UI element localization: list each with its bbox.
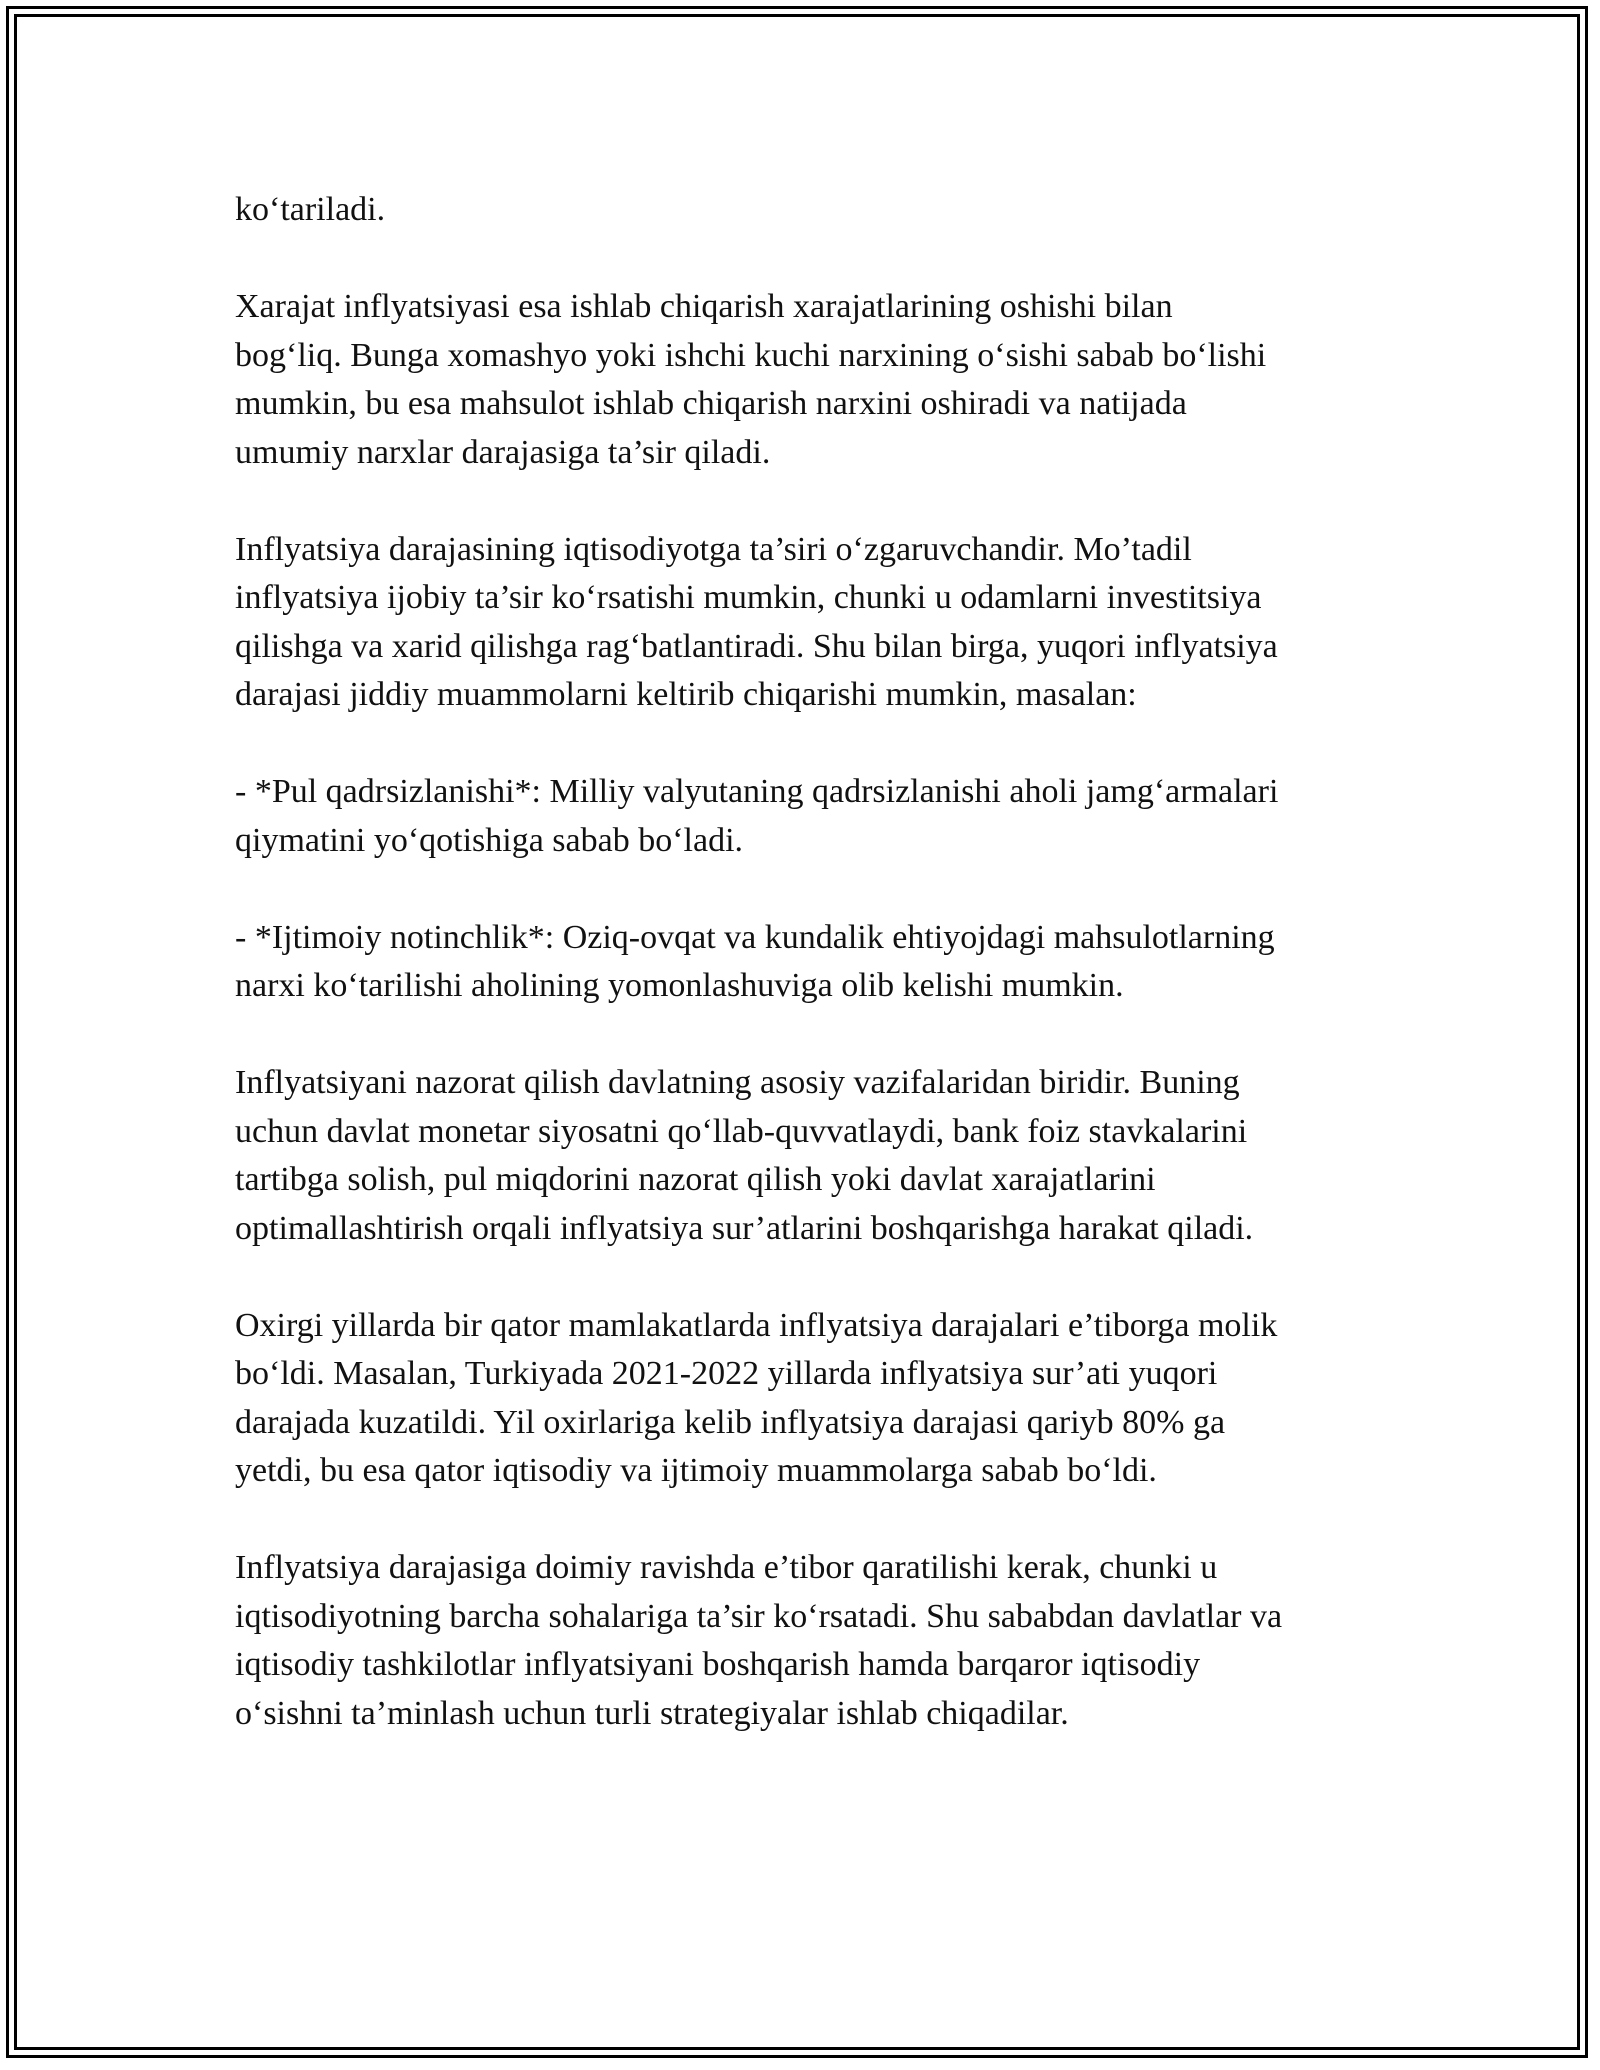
list-item-social-unrest: - *Ijtimoiy notinchlik*: Oziq-ovqat va kundalik ehtiyojdagi mahsulotlarning narxi ko‘tarilishi aholining yomonlashuviga olib kelishi mumkin.	[235, 918, 1275, 1004]
document-body	[235, 186, 1385, 1787]
paragraph-inflation-impact: Inflyatsiya darajasining iqtisodiyotga ta’siri o‘zgaruvchandir. Mo’tadil inflyatsiya ijobiy ta’sir ko‘rsatishi mumkin, chunki u odamlarni investitsiya qilishga va xarid qilishga rag‘batlantiradi. Shu bilan birga, yuqori inflyatsiya darajasi jiddiy muammolarni keltirib chiqarishi mumkin, masalan:	[235, 530, 1278, 713]
paragraph-cost-inflation: Xarajat inflyatsiyasi esa ishlab chiqarish xarajatlarining oshishi bilan bog‘liq. Bunga xomashyo yoki ishchi kuchi narxining o‘sishi sabab bo‘lishi mumkin, bu esa mahsulot ishlab chiqarish narxini oshiradi va natijada umumiy narxlar darajasiga ta’sir qiladi.	[235, 288, 1267, 471]
paragraph-inflation-control: Inflyatsiyani nazorat qilish davlatning asosiy vazifalaridan biridir. Buning uchun davlat monetar siyosatni qo‘llab-quvvatlaydi, bank foiz stavkalarini tartibga solish, pul miqdorini nazorat qilish yoki davlat xarajatlarini optimallashtirish orqali inflyatsiya sur’atlarini boshqarishga harakat qiladi.	[235, 1064, 1254, 1247]
paragraph-conclusion: Inflyatsiya darajasiga doimiy ravishda e’tibor qaratilishi kerak, chunki u iqtisodiyotning barcha sohalariga ta’sir ko‘rsatadi. Shu sababdan davlatlar va iqtisodiy tashkilotlar inflyatsiyani boshqarish hamda barqaror iqtisodiy o‘sishni ta’minlash uchun turli strategiyalar ishlab chiqadilar.	[235, 1549, 1283, 1732]
list-item-currency-devaluation: - *Pul qadrsizlanishi*: Milliy valyutaning qadrsizlanishi aholi jamg‘armalari qiymatini yo‘qotishiga sabab bo‘ladi.	[235, 773, 1279, 859]
paragraph-continuation: ko‘tariladi.	[235, 191, 386, 228]
paragraph-recent-years: Oxirgi yillarda bir qator mamlakatlarda inflyatsiya darajalari e’tiborga molik bo‘ldi. Masalan, Turkiyada 2021-2022 yillarda inflyatsiya sur’ati yuqori darajada kuzatildi. Yil oxirlariga kelib inflyatsiya darajasi qariyb 80% ga yetdi, bu esa qator iqtisodiy va ijtimoiy muammolarga sabab bo‘ldi.	[235, 1306, 1278, 1489]
